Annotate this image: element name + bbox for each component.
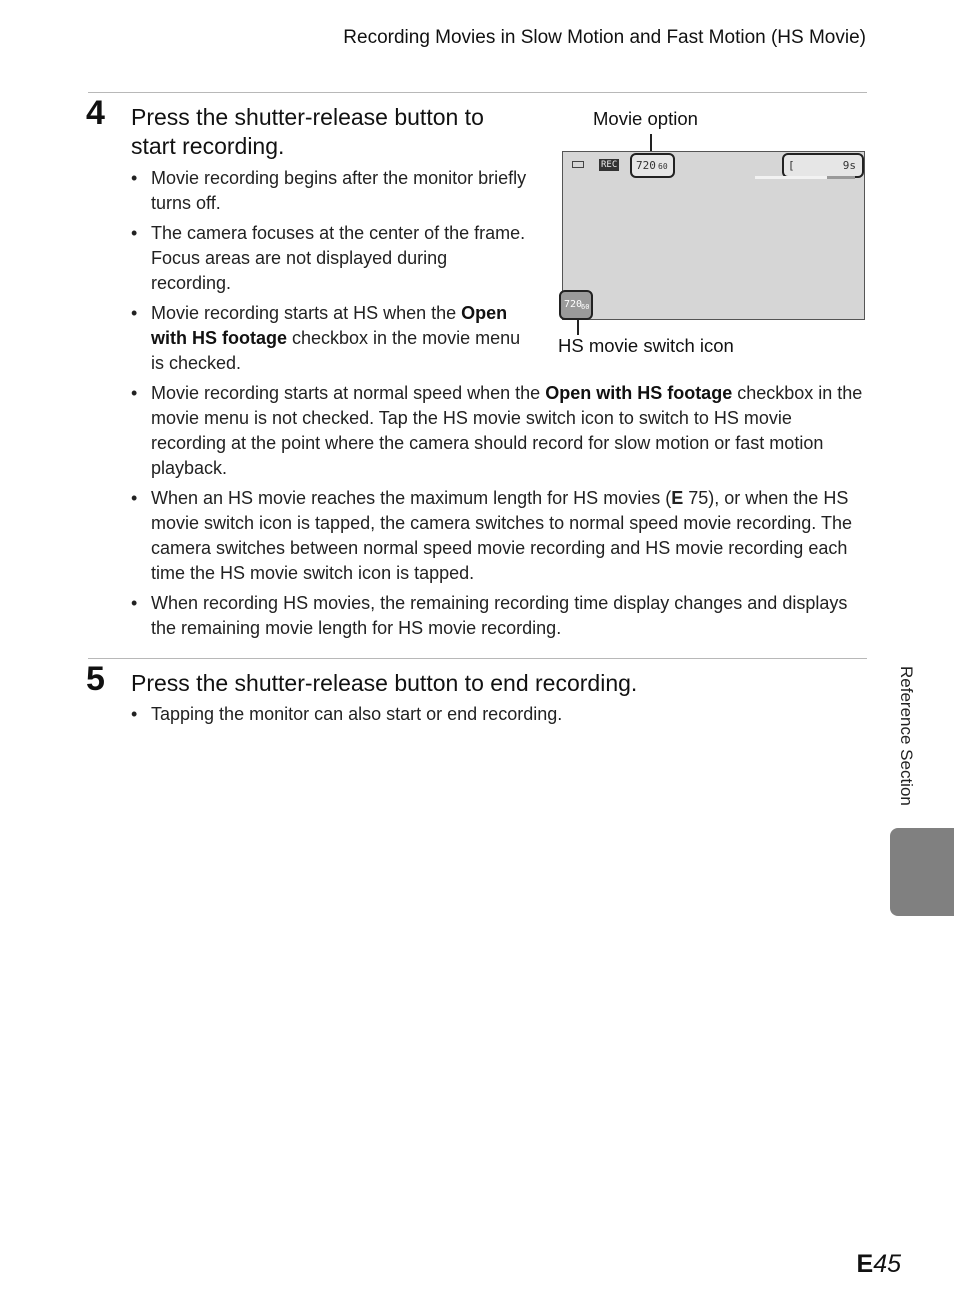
step-5-number: 5 <box>86 660 105 698</box>
bullet-bold: Open with HS footage <box>151 303 508 348</box>
bullet-dot: • <box>131 488 138 508</box>
movie-option-icon: 720 <box>636 159 656 172</box>
side-section-label: Reference Section <box>897 666 916 806</box>
hs-movie-switch-sub: 60 <box>581 303 590 311</box>
rule-step5 <box>88 658 867 659</box>
remaining-time: 9s <box>842 159 856 172</box>
movie-option-box <box>630 153 675 178</box>
hs-movie-switch-box[interactable] <box>559 290 593 320</box>
memory-bracket-icon: [ <box>788 159 795 172</box>
bullet-dot: • <box>131 303 138 323</box>
bullet-dot: • <box>131 704 138 724</box>
page-symbol-icon: E <box>856 1250 874 1278</box>
battery-icon <box>572 161 584 168</box>
rec-badge: REC <box>601 160 618 170</box>
bullet-dot: • <box>131 223 138 243</box>
step-4-bullets-narrow <box>131 166 529 381</box>
step-5-bullets <box>131 702 867 732</box>
running-head: Recording Movies in Slow Motion and Fast Motion (HS Movie) <box>343 27 866 48</box>
bullet-text-pre: When an HS movie reaches the maximum length for HS movies ( <box>151 488 672 508</box>
step-4-title-line2: start recording. <box>131 133 285 159</box>
hs-movie-switch-icon: 720 <box>564 299 583 310</box>
movie-option-sub: 60 <box>658 162 668 171</box>
bullet-text: Movie recording begins after the monitor briefly turns off. <box>151 168 527 213</box>
step-4-bullets-wide <box>131 381 867 646</box>
bullet-item <box>131 381 867 481</box>
bullet-dot: • <box>131 593 138 613</box>
bullet-text-pre: Movie recording starts at HS when the <box>151 303 462 323</box>
bullet-dot: • <box>131 383 138 403</box>
bullet-text-pre: Movie recording starts at normal speed when the <box>151 383 546 403</box>
bullet-item <box>131 591 867 641</box>
side-section-tab <box>890 828 954 916</box>
step-4-number: 4 <box>86 94 105 132</box>
bullet-dot: • <box>131 168 138 188</box>
page-number <box>857 1250 902 1279</box>
reference-page: 75 <box>688 488 709 508</box>
bullet-item <box>131 301 529 376</box>
leader-line-bottom <box>577 318 579 335</box>
page-number-value: 45 <box>873 1250 901 1278</box>
camera-monitor <box>562 151 865 320</box>
bullet-item <box>131 221 529 296</box>
remaining-time-bar <box>755 176 855 179</box>
remaining-time-box <box>782 153 864 178</box>
step-4-title-line1: Press the shutter-release button to <box>131 104 484 130</box>
bullet-item <box>131 486 867 586</box>
rule-top <box>88 92 867 93</box>
bullet-item <box>131 702 867 727</box>
remaining-time-bar-fill <box>755 176 827 179</box>
bullet-text-post: checkbox in the movie menu is checked. <box>151 328 521 373</box>
bullet-text: When recording HS movies, the remaining recording time display changes and displays the remaining movie length for HS movie recording. <box>151 593 848 638</box>
bullet-item <box>131 166 529 216</box>
reference-icon: E <box>671 488 684 508</box>
callout-hs-movie-switch: HS movie switch icon <box>558 335 734 356</box>
bullet-text: The camera focuses at the center of the frame. Focus areas are not displayed during recording. <box>151 223 526 293</box>
bullet-text: Tapping the monitor can also start or end recording. <box>151 704 563 724</box>
callout-movie-option: Movie option <box>593 108 698 129</box>
bullet-text-post: checkbox in the movie menu is not checked. Tap the HS movie switch icon to switch to HS movie recording at the point where the camera should record for slow motion or fast motion playback. <box>151 383 863 478</box>
step-5-title: Press the shutter-release button to end recording. <box>131 670 638 696</box>
step-4-title <box>131 103 484 161</box>
bullet-text-post: ), or when the HS movie switch icon is tapped, the camera switches to normal speed movie recording. The camera switches between normal speed movie recording and HS movie recording each time the HS movie switch icon is tapped. <box>151 488 852 583</box>
bullet-bold: Open with HS footage <box>545 383 733 403</box>
